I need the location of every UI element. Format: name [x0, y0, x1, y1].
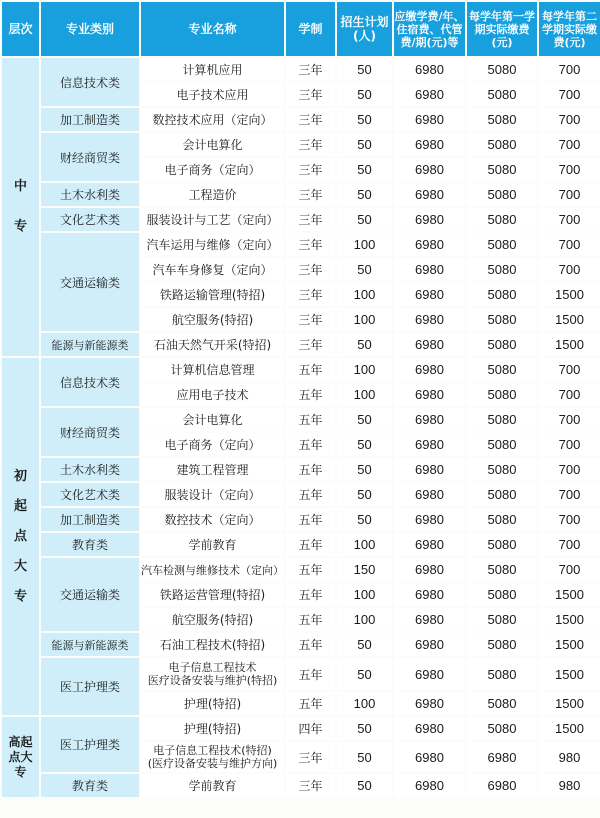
category-cell: 交通运输类 [41, 558, 139, 631]
major-name: 石油工程技术(特招) [141, 633, 284, 656]
fee: 6980 [394, 742, 465, 772]
major-name: 建筑工程管理 [141, 458, 284, 481]
sem1-payment: 5080 [467, 308, 537, 331]
table-row [2, 358, 600, 381]
major-name: 石油天然气开采(特招) [141, 333, 284, 356]
enrollment-plan: 50 [337, 633, 392, 656]
sem1-payment: 5080 [467, 258, 537, 281]
enrollment-plan: 50 [337, 183, 392, 206]
table-row [2, 558, 600, 581]
sem1-payment: 5080 [467, 358, 537, 381]
duration: 三年 [286, 333, 335, 356]
header-level: 层次 [2, 2, 39, 56]
fee: 6980 [394, 774, 465, 797]
sem1-payment: 5080 [467, 608, 537, 631]
table-row [2, 333, 600, 356]
sem2-payment: 700 [539, 458, 600, 481]
category-cell: 文化艺术类 [41, 208, 139, 231]
sem2-payment: 980 [539, 742, 600, 772]
sem2-payment: 700 [539, 383, 600, 406]
enrollment-plan: 50 [337, 433, 392, 456]
sem2-payment: 700 [539, 183, 600, 206]
level-gaoqi [2, 717, 39, 797]
fee: 6980 [394, 608, 465, 631]
sem1-payment: 5080 [467, 208, 537, 231]
header-duration: 学制 [286, 2, 335, 56]
sem2-payment: 700 [539, 83, 600, 106]
enrollment-plan: 100 [337, 233, 392, 256]
major-name: 电子信息工程技术 医疗设备安装与维护(特招) [141, 658, 284, 690]
category-cell: 医工护理类 [41, 658, 139, 715]
major-name: 数控技术（定向） [141, 508, 284, 531]
sem1-payment: 5080 [467, 408, 537, 431]
fee: 6980 [394, 658, 465, 690]
fee: 6980 [394, 133, 465, 156]
category-cell: 土木水利类 [41, 458, 139, 481]
major-name: 计算机信息管理 [141, 358, 284, 381]
duration: 五年 [286, 458, 335, 481]
duration: 三年 [286, 133, 335, 156]
sem1-payment: 5080 [467, 108, 537, 131]
fee: 6980 [394, 283, 465, 306]
enrollment-plan: 50 [337, 658, 392, 690]
table-row [2, 108, 600, 131]
enrollment-plan: 50 [337, 458, 392, 481]
level-label: 中专 [13, 179, 27, 234]
sem2-payment: 700 [539, 408, 600, 431]
duration: 三年 [286, 158, 335, 181]
major-name: 应用电子技术 [141, 383, 284, 406]
enrollment-plan: 100 [337, 608, 392, 631]
duration: 三年 [286, 742, 335, 772]
enrollment-plan: 50 [337, 483, 392, 506]
sem1-payment: 5080 [467, 558, 537, 581]
sem1-payment: 5080 [467, 133, 537, 156]
fee: 6980 [394, 717, 465, 740]
major-name: 护理(特招) [141, 692, 284, 715]
header-fees: 应缴学费/年、住宿费、代管费/期(元)等 [394, 2, 465, 56]
duration: 三年 [286, 83, 335, 106]
fee: 6980 [394, 258, 465, 281]
header-category: 专业类别 [41, 2, 139, 56]
sem2-payment: 1500 [539, 658, 600, 690]
duration: 五年 [286, 692, 335, 715]
level-zhongzhuan [2, 58, 39, 356]
major-name: 服装设计与工艺（定向） [141, 208, 284, 231]
fee: 6980 [394, 333, 465, 356]
duration: 五年 [286, 408, 335, 431]
header-sem2-payment: 每学年第二学期实际缴费(元) [539, 2, 600, 56]
major-name: 铁路运输管理(特招) [141, 283, 284, 306]
enrollment-plan: 100 [337, 533, 392, 556]
table-row [2, 483, 600, 506]
fee: 6980 [394, 483, 465, 506]
category-cell: 教育类 [41, 533, 139, 556]
fee: 6980 [394, 692, 465, 715]
duration: 五年 [286, 558, 335, 581]
fee: 6980 [394, 433, 465, 456]
sem2-payment: 700 [539, 358, 600, 381]
enrollment-plan: 100 [337, 383, 392, 406]
duration: 三年 [286, 208, 335, 231]
sem1-payment: 5080 [467, 633, 537, 656]
major-name: 电子信息工程技术(特招) (医疗设备安装与维护方向) [141, 742, 284, 772]
category-cell: 交通运输类 [41, 233, 139, 331]
sem2-payment: 1500 [539, 633, 600, 656]
sem1-payment: 5080 [467, 383, 537, 406]
category-cell: 加工制造类 [41, 508, 139, 531]
table-row [2, 133, 600, 156]
sem1-payment: 5080 [467, 233, 537, 256]
duration: 四年 [286, 717, 335, 740]
duration: 三年 [286, 58, 335, 81]
major-name: 工程造价 [141, 183, 284, 206]
table-row [2, 408, 600, 431]
duration: 五年 [286, 358, 335, 381]
enrollment-plan: 50 [337, 508, 392, 531]
enrollment-plan: 150 [337, 558, 392, 581]
major-name: 会计电算化 [141, 408, 284, 431]
sem2-payment: 700 [539, 133, 600, 156]
fee: 6980 [394, 633, 465, 656]
enrollment-plan: 50 [337, 774, 392, 797]
duration: 五年 [286, 633, 335, 656]
enrollment-plan: 50 [337, 58, 392, 81]
sem1-payment: 6980 [467, 774, 537, 797]
enrollment-plan: 50 [337, 717, 392, 740]
sem1-payment: 5080 [467, 58, 537, 81]
sem2-payment: 700 [539, 533, 600, 556]
duration: 三年 [286, 774, 335, 797]
sem2-payment: 700 [539, 108, 600, 131]
fee: 6980 [394, 358, 465, 381]
enrollment-plan: 100 [337, 583, 392, 606]
category-cell: 财经商贸类 [41, 408, 139, 456]
enrollment-plan: 50 [337, 742, 392, 772]
header-enrollment-plan: 招生计划(人) [337, 2, 392, 56]
major-name: 计算机应用 [141, 58, 284, 81]
sem1-payment: 5080 [467, 158, 537, 181]
category-cell: 加工制造类 [41, 108, 139, 131]
major-name: 电子商务（定向） [141, 158, 284, 181]
table-row [2, 183, 600, 206]
enrollment-plan: 50 [337, 408, 392, 431]
level-label: 高起点大专 [8, 734, 33, 779]
sem2-payment: 700 [539, 483, 600, 506]
major-name: 航空服务(特招) [141, 608, 284, 631]
header-major-name: 专业名称 [141, 2, 284, 56]
sem1-payment: 5080 [467, 658, 537, 690]
duration: 三年 [286, 233, 335, 256]
enrollment-plan: 50 [337, 208, 392, 231]
enrollment-plan: 100 [337, 283, 392, 306]
major-name: 数控技术应用（定向） [141, 108, 284, 131]
major-name: 电子商务（定向） [141, 433, 284, 456]
category-cell: 信息技术类 [41, 358, 139, 406]
duration: 五年 [286, 383, 335, 406]
fee: 6980 [394, 308, 465, 331]
enrollment-plan: 50 [337, 158, 392, 181]
sem2-payment: 700 [539, 58, 600, 81]
sem1-payment: 5080 [467, 692, 537, 715]
duration: 五年 [286, 608, 335, 631]
enrollment-plan: 50 [337, 108, 392, 131]
sem1-payment: 5080 [467, 283, 537, 306]
duration: 五年 [286, 483, 335, 506]
sem1-payment: 5080 [467, 717, 537, 740]
sem1-payment: 5080 [467, 333, 537, 356]
table-row [2, 774, 600, 797]
sem1-payment: 5080 [467, 458, 537, 481]
sem2-payment: 700 [539, 508, 600, 531]
enrollment-plan: 50 [337, 333, 392, 356]
sem2-payment: 1500 [539, 692, 600, 715]
table-row [2, 658, 600, 690]
sem1-payment: 5080 [467, 533, 537, 556]
fee: 6980 [394, 408, 465, 431]
table-row [2, 208, 600, 231]
duration: 五年 [286, 508, 335, 531]
category-cell: 文化艺术类 [41, 483, 139, 506]
sem2-payment: 1500 [539, 308, 600, 331]
sem2-payment: 1500 [539, 283, 600, 306]
duration: 五年 [286, 433, 335, 456]
major-name: 铁路运营管理(特招) [141, 583, 284, 606]
fee: 6980 [394, 158, 465, 181]
sem1-payment: 6980 [467, 742, 537, 772]
fee: 6980 [394, 208, 465, 231]
sem1-payment: 5080 [467, 433, 537, 456]
duration: 三年 [286, 308, 335, 331]
enrollment-plan: 100 [337, 358, 392, 381]
table-row [2, 633, 600, 656]
major-name: 会计电算化 [141, 133, 284, 156]
major-name: 电子技术应用 [141, 83, 284, 106]
enrollment-plan: 50 [337, 258, 392, 281]
duration: 三年 [286, 183, 335, 206]
fee: 6980 [394, 458, 465, 481]
sem2-payment: 1500 [539, 583, 600, 606]
table-row [2, 458, 600, 481]
sem1-payment: 5080 [467, 583, 537, 606]
fee: 6980 [394, 233, 465, 256]
sem1-payment: 5080 [467, 508, 537, 531]
duration: 五年 [286, 658, 335, 690]
fee: 6980 [394, 383, 465, 406]
category-cell: 财经商贸类 [41, 133, 139, 181]
major-name: 护理(特招) [141, 717, 284, 740]
duration: 三年 [286, 108, 335, 131]
enrollment-plan: 50 [337, 83, 392, 106]
sem2-payment: 1500 [539, 608, 600, 631]
category-cell: 信息技术类 [41, 58, 139, 106]
sem1-payment: 5080 [467, 83, 537, 106]
sem2-payment: 700 [539, 158, 600, 181]
sem2-payment: 980 [539, 774, 600, 797]
major-name: 汽车检测与维修技术（定向） [141, 558, 284, 581]
table-row [2, 508, 600, 531]
sem2-payment: 700 [539, 258, 600, 281]
duration: 五年 [286, 533, 335, 556]
sem1-payment: 5080 [467, 483, 537, 506]
fee: 6980 [394, 533, 465, 556]
sem2-payment: 1500 [539, 717, 600, 740]
fee: 6980 [394, 108, 465, 131]
sem2-payment: 700 [539, 433, 600, 456]
category-cell: 能源与新能源类 [41, 633, 139, 656]
level-label: 初起点大专 [13, 468, 27, 604]
sem1-payment: 5080 [467, 183, 537, 206]
major-name: 学前教育 [141, 774, 284, 797]
fee: 6980 [394, 83, 465, 106]
major-name: 汽车车身修复（定向） [141, 258, 284, 281]
table-row [2, 58, 600, 81]
sem2-payment: 1500 [539, 333, 600, 356]
table-row [2, 533, 600, 556]
enrollment-plan: 50 [337, 133, 392, 156]
major-name: 航空服务(特招) [141, 308, 284, 331]
table-row [2, 717, 600, 740]
sem2-payment: 700 [539, 208, 600, 231]
fee: 6980 [394, 58, 465, 81]
level-chuqi [2, 358, 39, 715]
table-row [2, 233, 600, 256]
category-cell: 教育类 [41, 774, 139, 797]
sem2-payment: 700 [539, 233, 600, 256]
category-cell: 能源与新能源类 [41, 333, 139, 356]
fee: 6980 [394, 558, 465, 581]
major-name: 汽车运用与维修（定向） [141, 233, 284, 256]
major-name: 服装设计（定向） [141, 483, 284, 506]
major-name: 学前教育 [141, 533, 284, 556]
category-cell: 土木水利类 [41, 183, 139, 206]
fee: 6980 [394, 508, 465, 531]
duration: 三年 [286, 283, 335, 306]
enrollment-plan: 100 [337, 308, 392, 331]
enrollment-plan: 100 [337, 692, 392, 715]
fee: 6980 [394, 183, 465, 206]
duration: 五年 [286, 583, 335, 606]
duration: 三年 [286, 258, 335, 281]
header-sem1-payment: 每学年第一学期实际缴费(元) [467, 2, 537, 56]
category-cell: 医工护理类 [41, 717, 139, 772]
fee: 6980 [394, 583, 465, 606]
sem2-payment: 700 [539, 558, 600, 581]
